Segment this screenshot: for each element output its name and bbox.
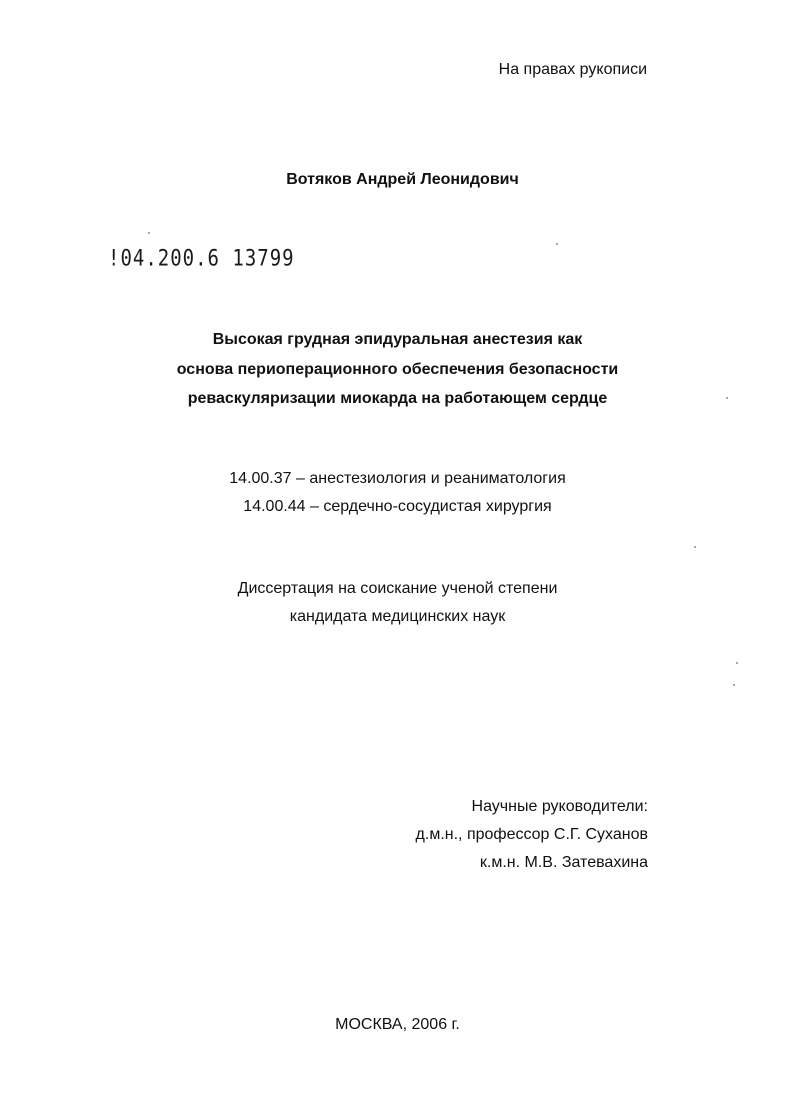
scan-speck [556,243,558,245]
supervisor-1: д.м.н., профессор С.Г. Суханов [415,826,648,843]
specialty-line-2: 14.00.44 – сердечно-сосудистая хирургия [243,498,552,515]
city-year: МОСКВА, 2006 г. [335,1016,460,1033]
degree-line-1: Диссертация на соискание ученой степени [237,580,558,597]
title-line-2: основа периоперационного обеспечения безопасности [176,361,619,378]
scan-speck [148,232,150,234]
scan-speck [736,662,738,664]
scan-speck [726,397,728,399]
supervisors-heading: Научные руководители: [471,798,648,815]
library-stamp-code: !04.200.6 13799 [108,246,295,272]
degree-line-2: кандидата медицинских наук [289,608,506,625]
scan-speck [694,546,696,548]
title-line-3: реваскуляризации миокарда на работающем сердце [187,390,608,407]
specialty-line-1: 14.00.37 – анестезиология и реаниматология [229,470,566,487]
title-line-1: Высокая грудная эпидуральная анестезия как [212,331,583,348]
author-name: Вотяков Андрей Леонидович [286,171,519,188]
manuscript-rights-note: На правах рукописи [498,61,647,78]
scan-speck [733,684,735,686]
supervisor-2: к.м.н. М.В. Затевахина [479,854,648,871]
